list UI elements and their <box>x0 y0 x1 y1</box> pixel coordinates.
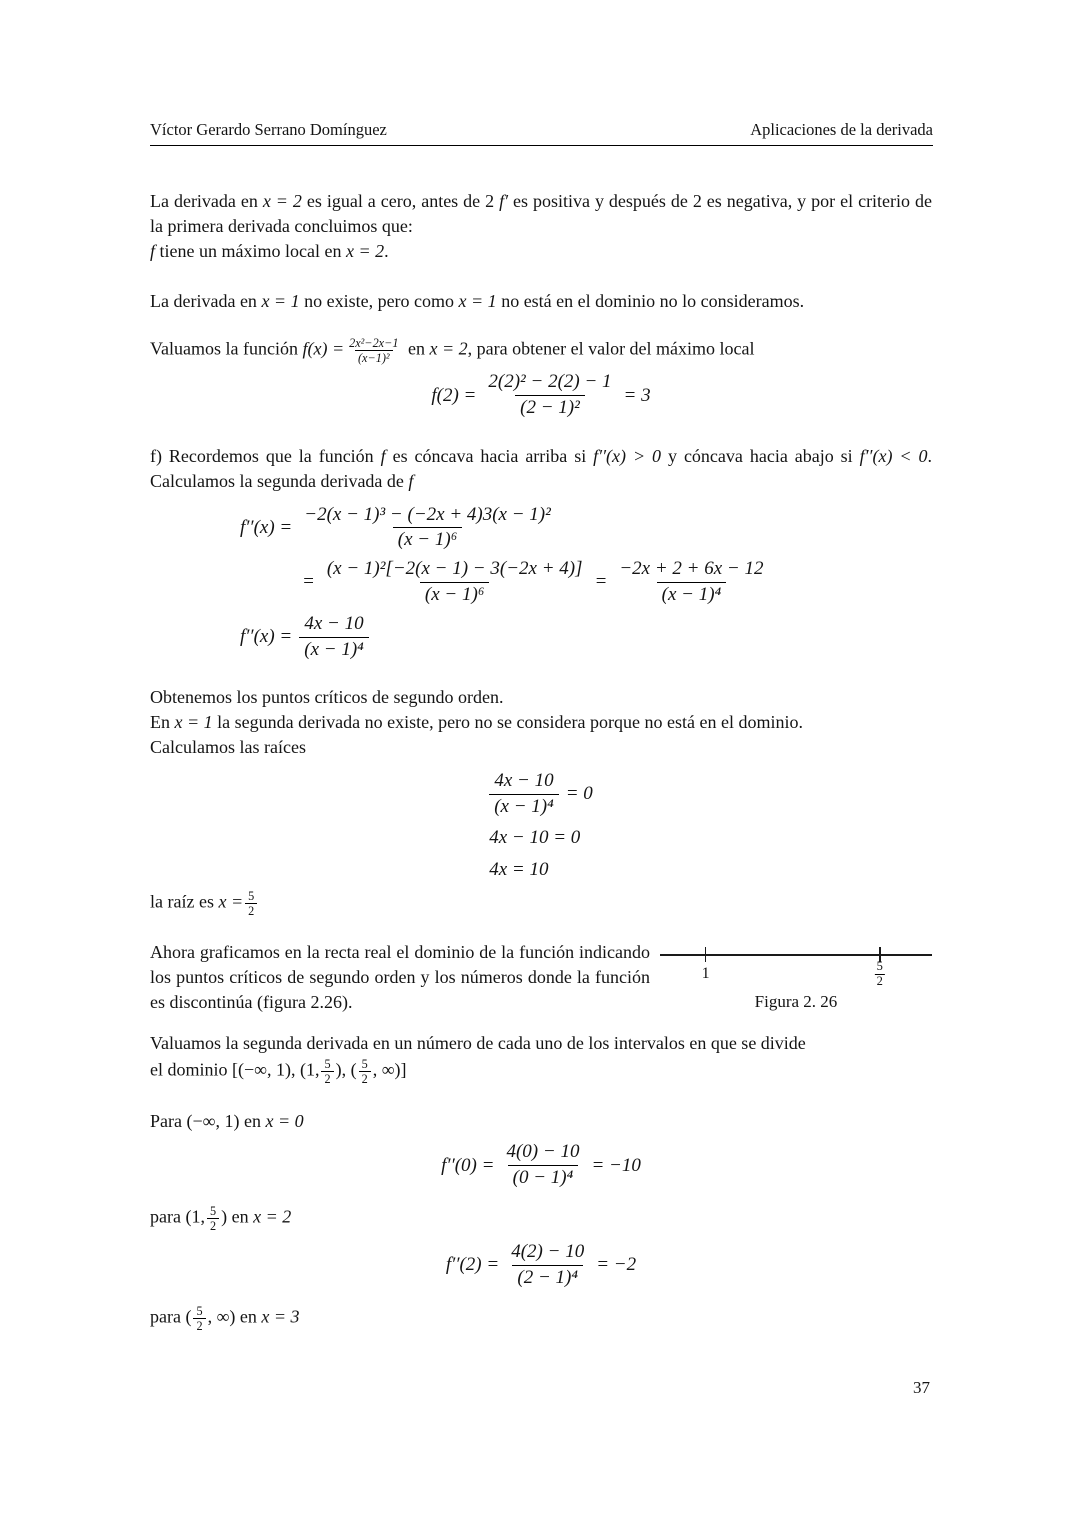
equals-sign: = <box>302 571 315 593</box>
equation-second-derivative-block <box>150 504 932 662</box>
fraction-denominator: (x − 1)⁴ <box>299 637 369 662</box>
para-interval-2-end: ) en x = 2 <box>221 1206 292 1227</box>
para-graph-domain: Ahora graficamos en la recta real el dominio de la función indicando los puntos críticos de segundo orden y los números donde la función es discontinúa (figura 2.26). <box>150 942 650 1012</box>
fraction-denominator: (2 − 1)⁴ <box>512 1265 583 1290</box>
fraction <box>489 770 559 819</box>
equation-f-second-at-0 <box>150 1141 932 1190</box>
document-section-title: Aplicaciones de la derivada <box>750 120 933 139</box>
domain-intervals-start: el dominio [(−∞, 1), (1, <box>150 1060 320 1081</box>
equation-lhs: f(2) = <box>431 384 477 406</box>
equation-f-at-2 <box>150 371 932 420</box>
para-critical-points-3: Calculamos las raíces <box>150 737 306 758</box>
tick-mark-5-2 <box>876 947 883 988</box>
equation-second-derivative-line2 <box>150 558 932 607</box>
fraction <box>506 1241 589 1290</box>
fraction-denominator: 2 <box>245 903 257 918</box>
inline-fraction-5-2 <box>321 1057 333 1086</box>
para-derivative-x1-not-in-domain: La derivada en x = 1 no existe, pero como x = 1 no está en el dominio no lo consideramos. <box>150 291 805 312</box>
equation-rhs: = 0 <box>565 783 593 805</box>
fraction-numerator: 5 <box>361 1057 368 1072</box>
equation-rhs: = 3 <box>623 384 651 406</box>
tick-label-1: 1 <box>701 965 710 983</box>
para-evaluate-function-before: Valuamos la función f(x) = <box>150 339 345 359</box>
fraction-numerator: 5 <box>196 1303 203 1318</box>
domain-intervals-end: , ∞)] <box>372 1060 407 1081</box>
equation-second-derivative-line1 <box>150 504 932 553</box>
para-interval-2 <box>150 1204 932 1233</box>
para-evaluate-function <box>150 336 932 365</box>
equation-text: 4x = 10 <box>489 858 549 880</box>
equation-roots-line2 <box>489 825 580 851</box>
para-evaluate-intervals-line1: Valuamos la segunda derivada en un número de cada uno de los intervalos en que se divide <box>150 1032 806 1053</box>
para-critical-points-2: En x = 1 la segunda derivada no existe, pero no se considera porque no está en el dominio. <box>150 712 803 733</box>
para-first-derivative-criterion: La derivada en x = 2 es igual a cero, antes de 2 f′ es positiva y después de 2 es negativa, y por el criterio de la primera derivada concluimos que: <box>150 191 933 236</box>
figure-section <box>150 940 932 1014</box>
para-evaluate-intervals-line2 <box>150 1057 932 1086</box>
equation-lhs: f′′(0) = <box>441 1154 495 1176</box>
fraction <box>483 371 616 420</box>
figure-number-line <box>660 940 932 1013</box>
para-local-max-statement: f tiene un máximo local en x = 2. <box>150 240 389 261</box>
fraction-numerator: 4x − 10 <box>494 769 554 791</box>
para-interval-3 <box>150 1304 932 1333</box>
fraction-denominator: (2 − 1)² <box>515 395 585 420</box>
para-root-value-text: la raíz es x = <box>150 891 244 912</box>
fraction-denominator: 2 <box>193 1318 205 1333</box>
fraction-numerator: 4(2) − 10 <box>511 1241 585 1263</box>
equation-rhs: = −10 <box>591 1154 641 1176</box>
fraction-denominator: 2 <box>207 1218 219 1233</box>
para-interval-1: Para (−∞, 1) en x = 0 <box>150 1110 304 1131</box>
fraction-denominator: 2 <box>359 1071 371 1086</box>
fraction-numerator: 4(0) − 10 <box>506 1141 580 1163</box>
fraction-denominator: (x − 1)⁴ <box>657 582 727 607</box>
fraction-numerator: 2(2)² − 2(2) − 1 <box>488 371 612 393</box>
fraction-denominator: (0 − 1)⁴ <box>508 1165 579 1190</box>
fraction-numerator: 5 <box>248 888 255 903</box>
para-concavity-intro: f) Recordemos que la función f es cóncava hacia arriba si f′′(x) > 0 y cóncava hacia abajo si f′′(x) < 0. Calculamos la segunda derivada de f <box>150 446 932 491</box>
fraction-numerator: 2x²−2x−1 <box>349 336 399 351</box>
para-interval-3-end: , ∞) en x = 3 <box>207 1306 300 1327</box>
fraction-numerator: 5 <box>209 1203 217 1218</box>
equation-lhs: f′′(x) = <box>240 516 293 538</box>
equation-roots-line3 <box>489 857 548 883</box>
page-header <box>150 119 933 146</box>
fraction-denominator: 2 <box>321 1071 333 1086</box>
tick-label-5-2 <box>875 960 885 989</box>
fraction <box>299 504 556 553</box>
equation-lhs: f′′(x) = <box>240 626 293 648</box>
equation-f-second-at-2 <box>150 1241 932 1290</box>
fraction-denominator: (x − 1)⁴ <box>489 794 559 819</box>
figure-caption: Figura 2. 26 <box>754 991 838 1011</box>
para-critical-points-group <box>150 685 932 759</box>
author-name: Víctor Gerardo Serrano Domínguez <box>150 120 387 139</box>
page-number: 37 <box>913 1377 930 1397</box>
equation-rhs: = −2 <box>596 1254 637 1276</box>
inline-fraction-5-2 <box>359 1057 371 1086</box>
equation-second-derivative-line3 <box>150 613 932 662</box>
equals-sign: = <box>594 571 608 593</box>
equation-roots-line1 <box>489 770 593 819</box>
page-content <box>150 189 932 1333</box>
para-interval-2-start: para (1, <box>150 1206 205 1227</box>
inline-fraction-function <box>346 336 401 365</box>
para-interval-3-start: para ( <box>150 1306 192 1327</box>
equation-lhs: f′′(2) = <box>445 1254 500 1276</box>
fraction-numerator: (x − 1)²[−2(x − 1) − 3(−2x + 4)] <box>326 558 583 580</box>
inline-fraction-5-2 <box>193 1304 205 1333</box>
tick-mark-1 <box>701 947 710 983</box>
para-critical-points-1: Obtenemos los puntos críticos de segundo orden. <box>150 687 504 708</box>
fraction-numerator: −2(x − 1)³ − (−2x + 4)3(x − 1)² <box>304 503 551 525</box>
fraction-numerator: 5 <box>876 959 883 974</box>
fraction-numerator: 4x − 10 <box>304 612 364 634</box>
para-root-value <box>150 889 932 918</box>
fraction-numerator: 5 <box>324 1057 331 1072</box>
domain-intervals-mid: ), ( <box>335 1060 357 1081</box>
equation-text: 4x − 10 = 0 <box>489 826 581 848</box>
fraction-denominator: (x−1)² <box>355 350 393 365</box>
fraction <box>322 558 588 607</box>
fraction <box>501 1141 584 1190</box>
para-evaluate-function-after: en x = 2, para obtener el valor del máximo local <box>403 339 755 359</box>
fraction <box>614 558 768 607</box>
fraction-denominator: 2 <box>876 973 883 988</box>
fraction <box>299 613 369 662</box>
inline-fraction-5-2 <box>245 889 257 918</box>
fraction-denominator: (x − 1)⁶ <box>420 582 490 607</box>
fraction-numerator: −2x + 2 + 6x − 12 <box>619 558 764 580</box>
fraction-denominator: (x − 1)⁶ <box>393 527 463 552</box>
equation-roots-block <box>489 770 593 883</box>
inline-fraction-5-2 <box>207 1204 219 1233</box>
number-line <box>660 954 932 988</box>
